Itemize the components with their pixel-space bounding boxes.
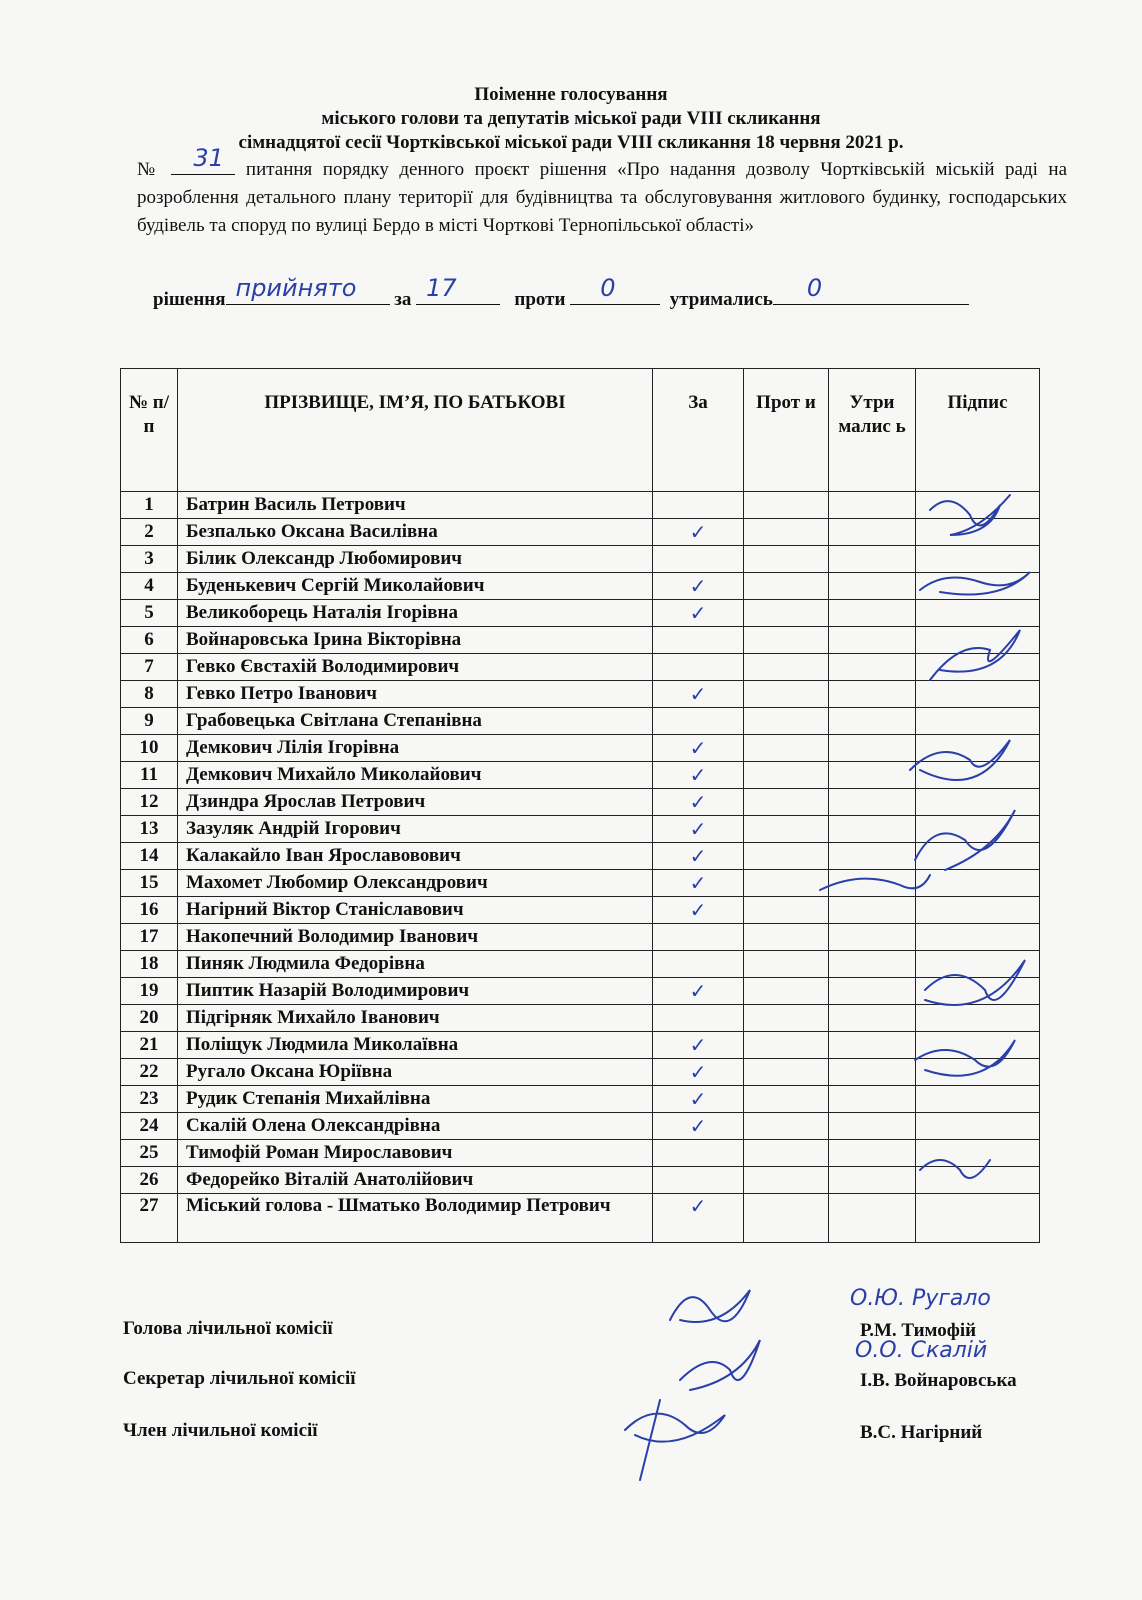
decision-label: рішення bbox=[153, 289, 226, 310]
table-row bbox=[121, 546, 1040, 573]
row-name: Пиптик Назарій Володимирович bbox=[178, 978, 653, 1005]
row-number: 11 bbox=[121, 762, 178, 789]
signature-cell bbox=[916, 816, 1040, 843]
row-number: 25 bbox=[121, 1140, 178, 1167]
table-row bbox=[121, 978, 1040, 1005]
against-cell bbox=[744, 1005, 829, 1032]
abstain-cell bbox=[829, 789, 916, 816]
for-cell bbox=[653, 951, 744, 978]
for-cell bbox=[653, 1005, 744, 1032]
signature-cell bbox=[916, 951, 1040, 978]
for-cell: ✓ bbox=[653, 681, 744, 708]
signature-cell bbox=[916, 843, 1040, 870]
abstain-label: утримались bbox=[669, 289, 773, 310]
table-row bbox=[121, 951, 1040, 978]
row-number: 26 bbox=[121, 1167, 178, 1194]
row-number: 20 bbox=[121, 1005, 178, 1032]
abstain-cell bbox=[829, 546, 916, 573]
for-cell: ✓ bbox=[653, 870, 744, 897]
member-name: В.С. Нагірний bbox=[860, 1422, 983, 1443]
table-row bbox=[121, 654, 1040, 681]
against-cell bbox=[744, 600, 829, 627]
against-cell bbox=[744, 573, 829, 600]
head-handwritten-note: О.Ю. Ругало bbox=[850, 1286, 991, 1311]
row-number: 24 bbox=[121, 1113, 178, 1140]
signature-cell bbox=[916, 492, 1040, 519]
against-label: проти bbox=[514, 289, 566, 310]
row-number: 3 bbox=[121, 546, 178, 573]
row-name: Великоборець Наталія Ігорівна bbox=[178, 600, 653, 627]
abstain-cell bbox=[829, 1059, 916, 1086]
row-name: Войнаровська Ірина Вікторівна bbox=[178, 627, 653, 654]
secretary-handwritten-note: О.О. Скалій bbox=[855, 1338, 988, 1363]
row-name: Скалій Олена Олександрівна bbox=[178, 1113, 653, 1140]
table-row bbox=[121, 1032, 1040, 1059]
row-name: Ругало Оксана Юріївна bbox=[178, 1059, 653, 1086]
abstain-cell bbox=[829, 951, 916, 978]
for-cell: ✓ bbox=[653, 978, 744, 1005]
secretary-label: Секретар лічильної комісії bbox=[123, 1368, 356, 1389]
signature-cell bbox=[916, 1113, 1040, 1140]
table-row bbox=[121, 843, 1040, 870]
row-name: Батрин Василь Петрович bbox=[178, 492, 653, 519]
row-number: 8 bbox=[121, 681, 178, 708]
abstain-cell bbox=[829, 1005, 916, 1032]
abstain-cell bbox=[829, 1140, 916, 1167]
row-number: 16 bbox=[121, 897, 178, 924]
abstain-cell bbox=[829, 519, 916, 546]
row-name: Зазуляк Андрій Ігорович bbox=[178, 816, 653, 843]
row-name: Буденькевич Сергій Миколайович bbox=[178, 573, 653, 600]
abstain-cell bbox=[829, 681, 916, 708]
abstain-cell bbox=[829, 654, 916, 681]
signature-cell bbox=[916, 789, 1040, 816]
against-cell bbox=[744, 897, 829, 924]
against-cell bbox=[744, 816, 829, 843]
row-name: Пиняк Людмила Федорівна bbox=[178, 951, 653, 978]
for-cell: ✓ bbox=[653, 1059, 744, 1086]
abstain-cell bbox=[829, 600, 916, 627]
question-number-field bbox=[171, 144, 235, 175]
decision-value: прийнято bbox=[235, 274, 357, 302]
signature-cell bbox=[916, 1032, 1040, 1059]
against-cell bbox=[744, 519, 829, 546]
for-cell: ✓ bbox=[653, 1113, 744, 1140]
signature-cell bbox=[916, 627, 1040, 654]
abstain-cell bbox=[829, 1032, 916, 1059]
signature-cell bbox=[916, 762, 1040, 789]
row-name: Гевко Євстахій Володимирович bbox=[178, 654, 653, 681]
abstain-cell bbox=[829, 492, 916, 519]
table-row bbox=[121, 1005, 1040, 1032]
for-cell: ✓ bbox=[653, 816, 744, 843]
against-cell bbox=[744, 1194, 829, 1243]
signature-cell bbox=[916, 870, 1040, 897]
row-number: 23 bbox=[121, 1086, 178, 1113]
for-cell: ✓ bbox=[653, 1194, 744, 1243]
doc-title: Поіменне голосування bbox=[474, 84, 668, 105]
row-name: Демкович Лілія Ігорівна bbox=[178, 735, 653, 762]
signature-cell bbox=[916, 1059, 1040, 1086]
row-name: Білик Олександр Любомирович bbox=[178, 546, 653, 573]
secretary-name: І.В. Войнаровська bbox=[860, 1370, 1017, 1391]
against-cell bbox=[744, 1113, 829, 1140]
table-row bbox=[121, 1086, 1040, 1113]
row-name: Демкович Михайло Миколайович bbox=[178, 762, 653, 789]
against-cell bbox=[744, 1167, 829, 1194]
for-label: за bbox=[394, 289, 412, 310]
for-cell bbox=[653, 654, 744, 681]
signature-cell bbox=[916, 1194, 1040, 1243]
against-value: 0 bbox=[600, 274, 616, 302]
for-cell: ✓ bbox=[653, 897, 744, 924]
against-cell bbox=[744, 870, 829, 897]
row-number: 15 bbox=[121, 870, 178, 897]
against-cell bbox=[744, 789, 829, 816]
row-name: Махомет Любомир Олександрович bbox=[178, 870, 653, 897]
for-cell bbox=[653, 546, 744, 573]
col-abstain-header: Утри малис ь bbox=[829, 369, 916, 492]
for-cell: ✓ bbox=[653, 735, 744, 762]
col-number-header: № п/п bbox=[121, 369, 178, 492]
signature-cell bbox=[916, 573, 1040, 600]
decision-line bbox=[153, 274, 969, 311]
decision-field bbox=[226, 274, 390, 305]
against-cell bbox=[744, 762, 829, 789]
vote-table bbox=[120, 368, 1040, 1243]
table-row bbox=[121, 1167, 1040, 1194]
row-number: 13 bbox=[121, 816, 178, 843]
question-prefix: № bbox=[137, 159, 161, 180]
table-row bbox=[121, 492, 1040, 519]
abstain-field bbox=[773, 274, 969, 305]
abstain-cell bbox=[829, 1113, 916, 1140]
row-name: Міський голова - Шматько Володимир Петрович bbox=[178, 1194, 653, 1243]
against-cell bbox=[744, 924, 829, 951]
for-cell: ✓ bbox=[653, 573, 744, 600]
abstain-cell bbox=[829, 762, 916, 789]
row-number: 7 bbox=[121, 654, 178, 681]
against-cell bbox=[744, 546, 829, 573]
question-block bbox=[137, 144, 1068, 240]
row-name: Калакайло Іван Ярославовович bbox=[178, 843, 653, 870]
doc-subtitle: міського голови та депутатів міської ради VIII скликання bbox=[321, 108, 821, 129]
row-name: Дзиндра Ярослав Петрович bbox=[178, 789, 653, 816]
row-name: Нагірний Віктор Станіславович bbox=[178, 897, 653, 924]
question-number: 31 bbox=[193, 144, 224, 172]
table-row bbox=[121, 870, 1040, 897]
signature-cell bbox=[916, 681, 1040, 708]
against-cell bbox=[744, 1140, 829, 1167]
abstain-cell bbox=[829, 708, 916, 735]
signature-cell bbox=[916, 1086, 1040, 1113]
against-cell bbox=[744, 708, 829, 735]
row-number: 22 bbox=[121, 1059, 178, 1086]
row-name: Тимофій Роман Мирославович bbox=[178, 1140, 653, 1167]
col-against-header: Прот и bbox=[744, 369, 829, 492]
for-cell: ✓ bbox=[653, 762, 744, 789]
for-cell bbox=[653, 492, 744, 519]
against-cell bbox=[744, 1032, 829, 1059]
row-number: 6 bbox=[121, 627, 178, 654]
row-name: Федорейко Віталій Анатолійович bbox=[178, 1167, 653, 1194]
member-label: Член лічильної комісії bbox=[123, 1420, 318, 1441]
abstain-cell bbox=[829, 627, 916, 654]
row-number: 21 bbox=[121, 1032, 178, 1059]
against-cell bbox=[744, 843, 829, 870]
for-field bbox=[416, 274, 500, 305]
signature-cell bbox=[916, 546, 1040, 573]
for-cell: ✓ bbox=[653, 789, 744, 816]
signature-cell bbox=[916, 519, 1040, 546]
table-row bbox=[121, 519, 1040, 546]
col-signature-header: Підпис bbox=[916, 369, 1040, 492]
abstain-value: 0 bbox=[806, 274, 823, 302]
for-cell bbox=[653, 708, 744, 735]
signature-cell bbox=[916, 1140, 1040, 1167]
table-row bbox=[121, 708, 1040, 735]
table-row bbox=[121, 627, 1040, 654]
signature-cell bbox=[916, 735, 1040, 762]
row-number: 12 bbox=[121, 789, 178, 816]
row-number: 4 bbox=[121, 573, 178, 600]
abstain-cell bbox=[829, 978, 916, 1005]
abstain-cell bbox=[829, 1086, 916, 1113]
col-name-header: ПРІЗВИЩЕ, ІМ’Я, ПО БАТЬКОВІ bbox=[178, 369, 653, 492]
head-label: Голова лічильної комісії bbox=[123, 1318, 333, 1339]
head-signature bbox=[670, 1290, 750, 1322]
table-row bbox=[121, 897, 1040, 924]
abstain-cell bbox=[829, 816, 916, 843]
abstain-cell bbox=[829, 1167, 916, 1194]
table-row bbox=[121, 681, 1040, 708]
row-name: Рудик Степанія Михайлівна bbox=[178, 1086, 653, 1113]
table-row bbox=[121, 1113, 1040, 1140]
against-cell bbox=[744, 978, 829, 1005]
abstain-cell bbox=[829, 897, 916, 924]
table-row bbox=[121, 600, 1040, 627]
abstain-cell bbox=[829, 924, 916, 951]
signature-cell bbox=[916, 978, 1040, 1005]
for-cell: ✓ bbox=[653, 843, 744, 870]
table-row bbox=[121, 1194, 1040, 1243]
col-for-header: За bbox=[653, 369, 744, 492]
table-row bbox=[121, 1059, 1040, 1086]
row-number: 17 bbox=[121, 924, 178, 951]
signature-cell bbox=[916, 600, 1040, 627]
against-cell bbox=[744, 735, 829, 762]
row-number: 10 bbox=[121, 735, 178, 762]
row-number: 9 bbox=[121, 708, 178, 735]
signature-cell bbox=[916, 924, 1040, 951]
table-row bbox=[121, 762, 1040, 789]
row-name: Безпалько Оксана Василівна bbox=[178, 519, 653, 546]
against-cell bbox=[744, 654, 829, 681]
against-cell bbox=[744, 1086, 829, 1113]
row-name: Гевко Петро Іванович bbox=[178, 681, 653, 708]
row-number: 27 bbox=[121, 1194, 178, 1243]
row-name: Грабовецька Світлана Степанівна bbox=[178, 708, 653, 735]
signature-cell bbox=[916, 1167, 1040, 1194]
row-number: 18 bbox=[121, 951, 178, 978]
signature-cell bbox=[916, 708, 1040, 735]
for-cell bbox=[653, 924, 744, 951]
row-number: 1 bbox=[121, 492, 178, 519]
abstain-cell bbox=[829, 843, 916, 870]
against-cell bbox=[744, 627, 829, 654]
table-row bbox=[121, 573, 1040, 600]
row-number: 5 bbox=[121, 600, 178, 627]
secretary-signature bbox=[680, 1340, 760, 1390]
question-text: питання порядку денного проєкт рішення «Про надання дозволу Чортківській міській раді на розроблення детального плану території для будівництва та обслуговування житлового будинку, господарських будівель та споруд по вулиці Бердо в місті Чорткові Тернопільської області» bbox=[137, 159, 1068, 236]
for-cell: ✓ bbox=[653, 600, 744, 627]
abstain-cell bbox=[829, 573, 916, 600]
signature-cell bbox=[916, 897, 1040, 924]
for-cell bbox=[653, 1140, 744, 1167]
abstain-cell bbox=[829, 1194, 916, 1243]
for-cell: ✓ bbox=[653, 1086, 744, 1113]
for-cell: ✓ bbox=[653, 1032, 744, 1059]
row-name: Поліщук Людмила Миколаївна bbox=[178, 1032, 653, 1059]
row-number: 14 bbox=[121, 843, 178, 870]
head-name: Р.М. Тимофій bbox=[860, 1320, 977, 1341]
table-header-row bbox=[121, 369, 1040, 492]
table-row bbox=[121, 924, 1040, 951]
against-cell bbox=[744, 951, 829, 978]
row-name: Накопечний Володимир Іванович bbox=[178, 924, 653, 951]
against-cell bbox=[744, 1059, 829, 1086]
table-row bbox=[121, 1140, 1040, 1167]
abstain-cell bbox=[829, 735, 916, 762]
signature-cell bbox=[916, 1005, 1040, 1032]
against-cell bbox=[744, 681, 829, 708]
table-row bbox=[121, 816, 1040, 843]
for-cell: ✓ bbox=[653, 519, 744, 546]
table-row bbox=[121, 789, 1040, 816]
session-line: сімнадцятої сесії Чортківської міської ради VIII скликання 18 червня 2021 р. bbox=[238, 132, 904, 153]
for-cell bbox=[653, 627, 744, 654]
row-number: 19 bbox=[121, 978, 178, 1005]
row-name: Підгірняк Михайло Іванович bbox=[178, 1005, 653, 1032]
member-signature bbox=[625, 1400, 725, 1480]
signature-cell bbox=[916, 654, 1040, 681]
row-number: 2 bbox=[121, 519, 178, 546]
for-value: 17 bbox=[426, 274, 457, 302]
against-cell bbox=[744, 492, 829, 519]
table-row bbox=[121, 735, 1040, 762]
abstain-cell bbox=[829, 870, 916, 897]
for-cell bbox=[653, 1167, 744, 1194]
against-field bbox=[570, 274, 660, 305]
